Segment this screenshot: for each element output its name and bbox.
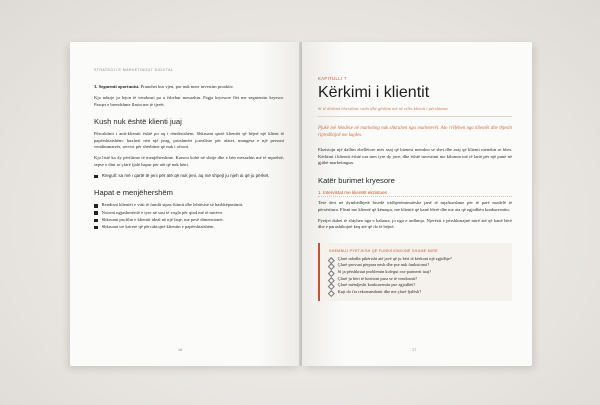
list-item-text: Rendisni klientët e vitit të fundit sipas fitimit dhe lehtësisë së bashkëpunimit. — [101, 202, 244, 208]
item-text: Pranohet kur vjen, por nuk merr investim proaktiv. — [140, 84, 234, 89]
list-item — [94, 210, 284, 216]
chapter-label: KAPITULLI 7 — [318, 76, 347, 81]
chapter-subtitle: Si të dëshmi ëhershme vado dhe gëshim më në cilës klienti i përshtatur. — [318, 106, 449, 111]
paragraph: Kjo listë ka dy përfitime të menjëhershme. Karson kohë në shitje dhe e bën mesazhin më të mprehtë, sepse e dini se çfarë fjalë hapur për atë që nuk bëni. — [94, 155, 284, 167]
rule-callout — [94, 173, 284, 179]
question-item — [329, 289, 506, 296]
question-item — [329, 276, 506, 283]
page-number: 16 — [178, 348, 183, 352]
question-item — [329, 256, 506, 263]
section-heading: Hapat e menjëhershëm — [94, 188, 173, 198]
question-item — [329, 269, 506, 276]
question-item — [329, 282, 506, 289]
chapter-title: Kërkimi i klientit — [318, 84, 430, 101]
divider — [318, 116, 512, 117]
question-text: Çfarë mëndjeshi konkurrentin pse zgjodhët? — [337, 282, 416, 288]
box-title: SHEMBUJ PYETJESH QË FUNKSIONOJNË SHUMË MIRË — [329, 248, 438, 253]
page-number: 17 — [412, 348, 417, 352]
question-text: Kujt do t'ia rekomandonit dhe me çfarë fjalësh? — [337, 288, 422, 294]
subsection-heading: 1. Intervistat me klientët ekzistues — [318, 190, 512, 198]
diamond-bullet-icon — [328, 290, 334, 296]
square-bullet-icon — [94, 211, 98, 215]
paragraph: Ekzistojn një dallim zbellëtore mes asaj që biznesi mendon se shet dhe asaj që klienti mendon se blen. Kërkimi i klientit është ura mes tyre dy jave, dhe është investimi me kthimin më të lartë për një punë në gjithë marketingun. — [318, 147, 512, 166]
square-bullet-icon — [94, 175, 98, 179]
section-heading: Katër burimet kryesore — [318, 175, 395, 185]
list-item-text: Shkruani profilin e klientit ideal në një faqe, me pesë dimensionet. — [101, 217, 224, 223]
question-text: Si ja përshkruat problemin kolegut ose partnerit tuaj? — [337, 268, 432, 274]
question-text: Çfarë provuat përpara nesh dhe pse nuk funksionoi? — [337, 262, 430, 268]
running-header: STRATEGJI E MARKETINGUT DIGJITAL — [94, 68, 174, 72]
paragraph: Pyetjet duhet të shtyhen nga e kaluara, jo nga e ardhmja. Njerëzit e përshkruajnë mirë atë që kanë bërë dhe e parashikojnë keq atë që do të bëjnë. — [318, 217, 512, 230]
list-item-text: Nxirrni ngjashmëritë e tyre në sasi të vogla për qind më të mirëve. — [101, 209, 224, 215]
paragraph: Tesë deri në dymbëdhjetë bisedë tridhjetëminutëshe janë të mjaftueshme për të parë modelë të përsëritura. Flisni me klientë që kënaqur, me klientë që kanë blerë dhe me ata që zgjodhën konkurrentin. — [318, 200, 512, 212]
intro-paragraph: Pjukë më hëndëse në marketing nuk shkruhen nga marketerët. Ato rrëfehen nga klientët dhe thjesht riprodhojnë me kujdes. — [318, 126, 512, 138]
list-item — [94, 202, 284, 208]
callout-text: Rregull: sa më i qartë të jeni për atë që nuk jeni, aq më shpejt ju njeh ai që ju përket. — [101, 173, 270, 179]
list-item-text: Shkruani tre kritere që përcaktojnë klientin e papërshtatshëm. — [101, 224, 215, 230]
section-heading: Kush nuk është klienti juaj — [94, 117, 182, 127]
question-text: Çfarë ndodhi pikërisht atë javë që ju bëri të kërkoni një zgjidhje? — [337, 255, 452, 261]
open-book — [70, 42, 532, 366]
item-title: Segmenti oportunist. — [98, 84, 140, 89]
square-bullet-icon — [94, 226, 98, 230]
square-bullet-icon — [94, 219, 98, 223]
question-text: Çfarë ju bëri të hezitoni para se të vendosnit? — [337, 275, 418, 281]
paragraph: Përcaktimi i anti-klientit është po aq i rëndësishëm. Shkruani qartë klientët që bëjnë një klient të papërshtatshëm: buxheti nën një prag, pritshmëri joreaIiste për afatet, mungesa e një personi vendimmarrës, servisi për shërbime që nuk i ofroni. — [94, 131, 284, 150]
segment-item — [94, 84, 284, 90]
question-item — [329, 262, 506, 269]
item-number: 3. — [94, 84, 98, 89]
questions-box — [318, 243, 512, 302]
list-item — [94, 217, 284, 223]
list-item — [94, 224, 284, 230]
square-bullet-icon — [94, 204, 98, 208]
left-page — [70, 42, 300, 366]
paragraph: Kjo ndarje ju lejon të vendosni pa u fshehur mesazhin. Pagja kryesore flet me segmentin kryesor. Pasqet e brendshme flasin me të tjerët. — [94, 95, 284, 107]
right-page — [302, 42, 532, 366]
